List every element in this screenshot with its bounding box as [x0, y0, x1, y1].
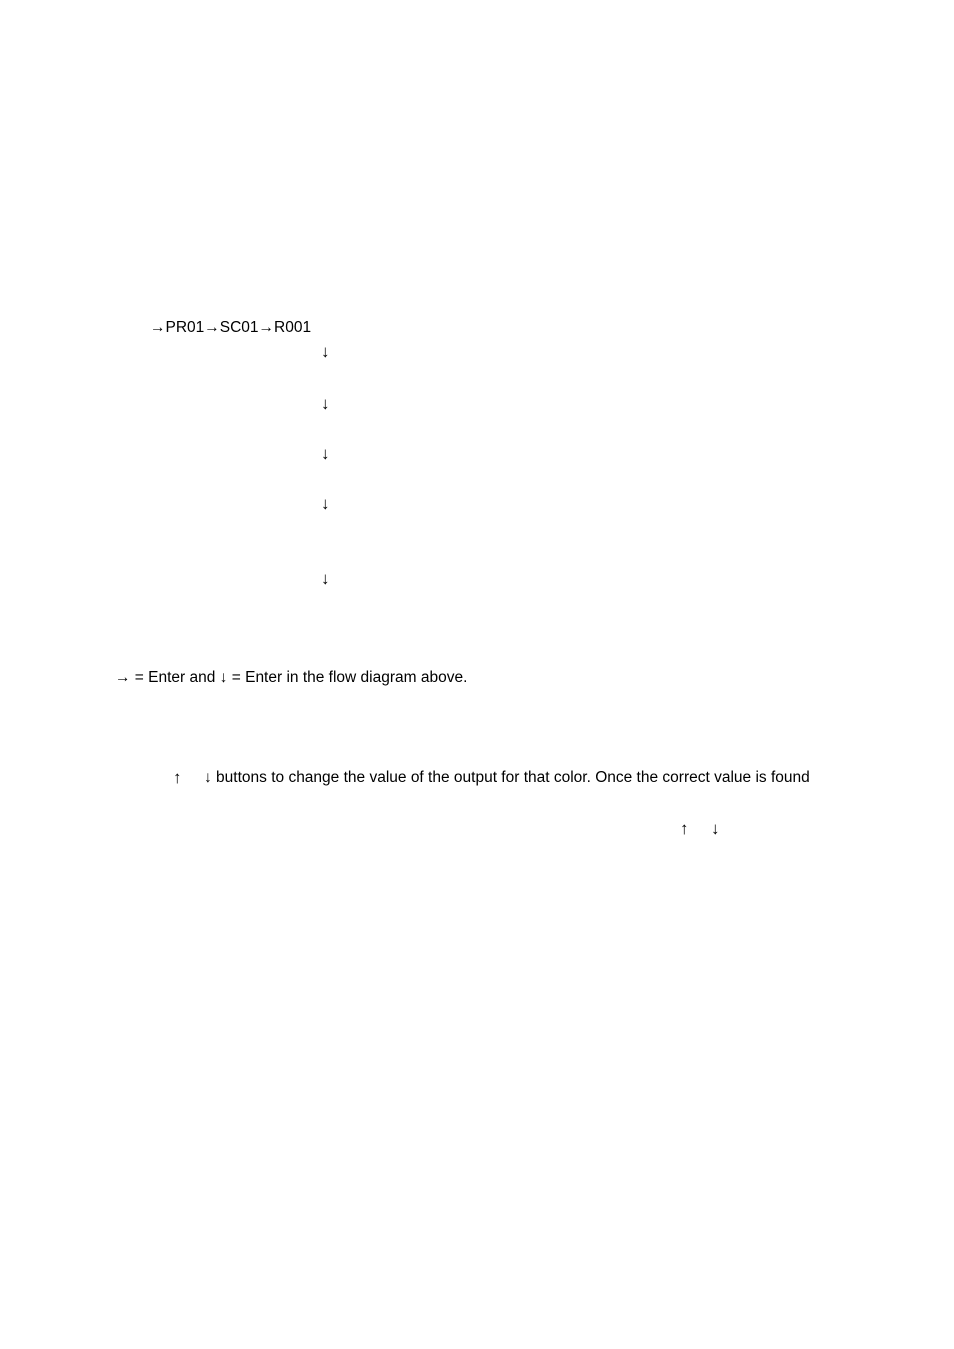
second-up-arrow-glyph: ↑	[680, 819, 689, 838]
second-down-arrow-glyph: ↓	[711, 819, 720, 838]
flow-down-arrow-3: ↓	[321, 444, 330, 463]
flow-down-arrow-4: ↓	[321, 494, 330, 513]
flow-down-arrow-5: ↓	[321, 569, 330, 588]
flow-down-arrow-2: ↓	[321, 394, 330, 413]
flow-top-line: →PR01→SC01→R001	[150, 319, 312, 336]
flow-down-arrow-1: ↓	[321, 342, 330, 361]
instruction-text: ↓ buttons to change the value of the output for that color. Once the correct value is found	[204, 769, 810, 786]
flow-legend-text: → = Enter and ↓ = Enter in the flow diagram above.	[115, 669, 468, 686]
up-arrow-glyph: ↑	[173, 768, 182, 787]
